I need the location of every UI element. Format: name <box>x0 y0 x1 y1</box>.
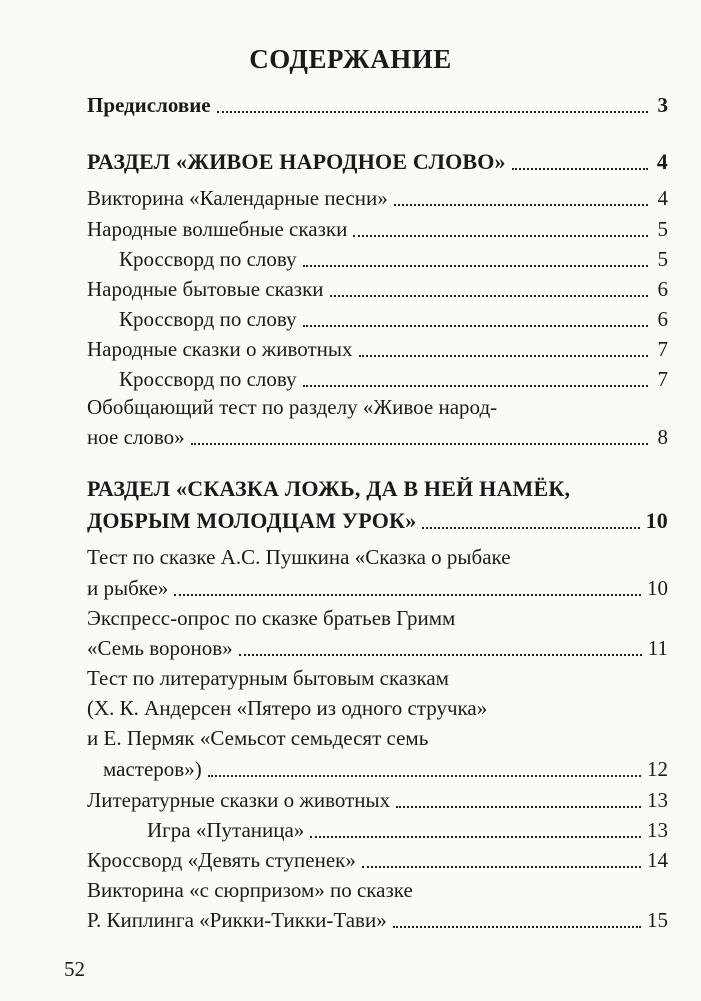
toc-entry-page: 5 <box>657 247 668 271</box>
toc-entry-label: Литературные сказки о животных <box>87 788 391 812</box>
dot-leader <box>362 866 641 868</box>
toc-entry-page: 6 <box>657 277 668 301</box>
toc-subentry <box>119 298 668 332</box>
toc-section-2 <box>87 500 668 534</box>
dot-leader <box>422 527 639 529</box>
toc-entry-label: Народные бытовые сказки <box>87 277 324 301</box>
toc-entry-label: ное слово» <box>87 425 185 449</box>
dot-leader <box>359 355 648 357</box>
toc-entry-line: и Е. Пермяк «Семьсот семьдесят семь <box>87 726 429 750</box>
toc-entry <box>87 416 668 450</box>
toc-entry-page: 5 <box>657 217 668 241</box>
toc-entry-page: 11 <box>647 636 668 660</box>
toc-entry-page: 7 <box>657 367 668 391</box>
toc-entry-label: мастеров») <box>103 757 202 781</box>
toc-entry-page: 10 <box>647 576 668 600</box>
page-title: СОДЕРЖАНИЕ <box>249 44 452 74</box>
dot-leader <box>303 385 648 387</box>
dot-leader <box>303 325 648 327</box>
toc-entry <box>87 899 668 933</box>
toc-entry-page: 10 <box>645 508 668 533</box>
toc-entry-label: Народные волшебные сказки <box>87 217 348 241</box>
toc-entry <box>87 208 668 242</box>
toc-entry-label: Кроссворд по слову <box>119 247 297 271</box>
toc-subentry <box>119 358 668 392</box>
toc-entry-label: «Семь воронов» <box>87 636 233 660</box>
toc-entry <box>87 268 668 302</box>
toc-entry-label: Кроссворд по слову <box>119 367 297 391</box>
dot-leader <box>191 443 648 445</box>
toc-subentry <box>147 809 668 843</box>
toc-entry <box>87 779 668 813</box>
toc-entry <box>87 627 668 661</box>
dot-leader <box>330 295 648 297</box>
toc-subentry <box>119 238 668 272</box>
dot-leader <box>239 654 642 656</box>
toc-entry-page: 13 <box>647 788 668 812</box>
toc-entry-label: и рыбке» <box>87 576 169 600</box>
dot-leader <box>174 594 641 596</box>
toc-entry-label: Предисловие <box>87 93 211 117</box>
toc-entry-line: Викторина «с сюрпризом» по сказке <box>87 878 413 902</box>
toc-entry-line: Экспресс-опрос по сказке братьев Гримм <box>87 606 456 630</box>
toc-entry-line: Обобщающий тест по разделу «Живое народ- <box>87 395 498 419</box>
toc-entry-page: 4 <box>657 186 668 210</box>
dot-leader <box>512 168 648 170</box>
toc-entry-label: Кроссворд по слову <box>119 307 297 331</box>
dot-leader <box>310 836 641 838</box>
toc-entry <box>87 839 668 873</box>
toc-entry-page: 8 <box>657 425 668 449</box>
dot-leader <box>394 204 648 206</box>
toc-entry <box>87 567 668 601</box>
toc-entry <box>87 177 668 211</box>
dot-leader <box>396 806 641 808</box>
dot-leader <box>208 775 641 777</box>
toc-entry-preface <box>87 84 668 118</box>
toc-entry-page: 13 <box>647 818 668 842</box>
toc-entry-label: Викторина «Календарные песни» <box>87 186 388 210</box>
toc-entry <box>87 748 668 782</box>
toc-section-line: РАЗДЕЛ «СКАЗКА ЛОЖЬ, ДА В НЕЙ НАМЁК, <box>87 476 571 501</box>
toc-entry-page: 12 <box>647 757 668 781</box>
toc-entry-page: 6 <box>657 307 668 331</box>
toc-section-label: РАЗДЕЛ «ЖИВОЕ НАРОДНОЕ СЛОВО» <box>87 149 506 174</box>
page-number: 52 <box>64 957 85 981</box>
dot-leader <box>217 111 648 113</box>
dot-leader <box>303 265 648 267</box>
toc-entry-line: Тест по литературным бытовым сказкам <box>87 666 449 690</box>
toc-entry-page: 4 <box>656 149 668 174</box>
toc-entry <box>87 328 668 362</box>
toc-entry-line: (Х. К. Андерсен «Пятеро из одного стручка» <box>87 696 488 720</box>
dot-leader <box>353 235 648 237</box>
toc-entry-page: 14 <box>647 848 668 872</box>
dot-leader <box>393 926 641 928</box>
toc-entry-page: 7 <box>657 337 668 361</box>
toc-entry-label: Игра «Путаница» <box>147 818 305 842</box>
toc-entry-page: 15 <box>647 908 668 932</box>
toc-entry-label: Р. Киплинга «Рикки-Тикки-Тави» <box>87 908 387 932</box>
toc-entry-line: Тест по сказке А.С. Пушкина «Сказка о рыбаке <box>87 545 511 569</box>
toc-entry-page: 3 <box>657 93 668 117</box>
toc-entry-label: Народные сказки о животных <box>87 337 353 361</box>
toc-section-label: ДОБРЫМ МОЛОДЦАМ УРОК» <box>87 508 417 533</box>
toc-entry-label: Кроссворд «Девять ступенек» <box>87 848 356 872</box>
toc-section-1 <box>87 141 668 175</box>
